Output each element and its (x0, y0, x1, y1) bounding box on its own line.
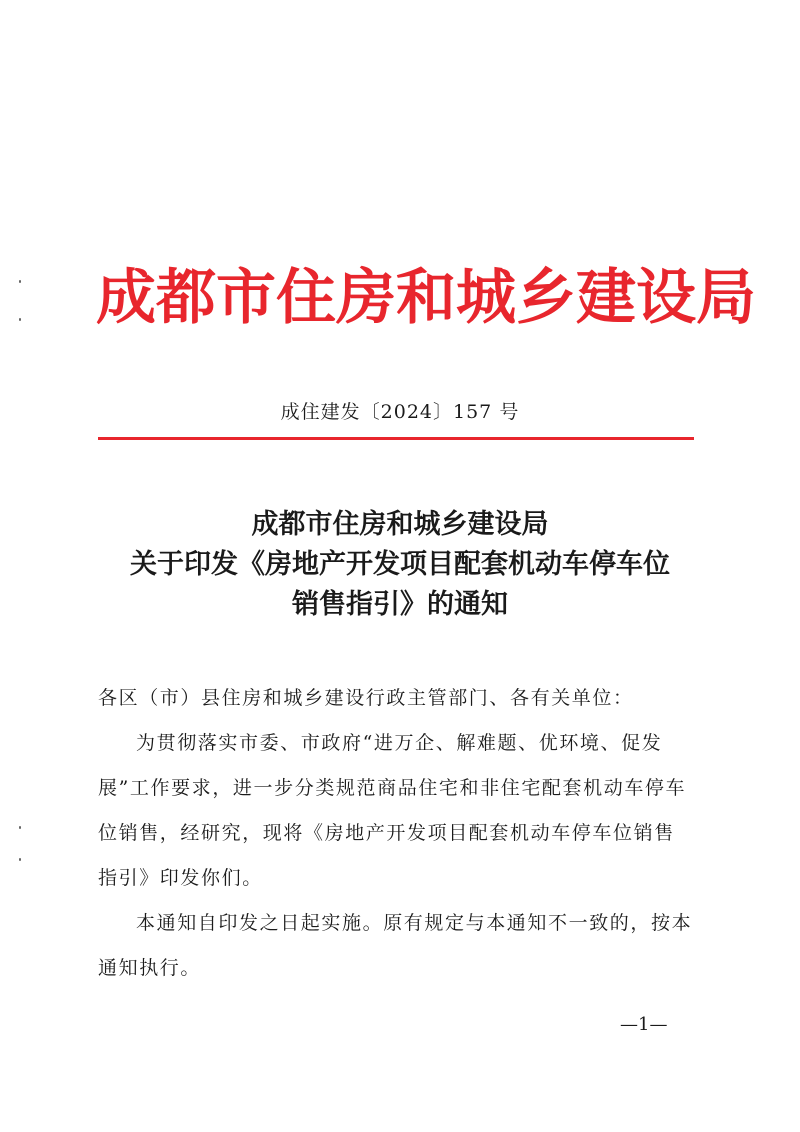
document-number: 成住建发〔2024〕157 号 (280, 401, 520, 423)
issuing-organization-header: 成都市住房和城乡建设局 (96, 263, 756, 333)
title-line-1: 成都市住房和城乡建设局 (251, 509, 549, 540)
scan-artifact (19, 318, 21, 321)
body-paragraph-1: 为贯彻落实市委、市政府“进万企、解难题、优环境、促发展”工作要求，进一步分类规范商品住宅和非住宅配套机动车停车位销售，经研究，现将《房地产开发项目配套机动车停车位销售指引》印发你们。 (98, 732, 687, 889)
document-body (98, 676, 694, 991)
title-line-2: 关于印发《房地产开发项目配套机动车停车位 (130, 549, 670, 580)
red-separator-line (98, 437, 694, 440)
scan-artifact (19, 858, 21, 861)
page-number: —1— (620, 1014, 668, 1035)
title-line-3: 销售指引》的通知 (292, 589, 508, 620)
scan-artifact (19, 826, 21, 829)
document-title (0, 505, 800, 625)
scan-artifact (19, 280, 21, 283)
body-paragraph-2: 本通知自印发之日起实施。原有规定与本通知不一致的，按本通知执行。 (98, 912, 693, 979)
salutation: 各区（市）县住房和城乡建设行政主管部门、各有关单位： (98, 687, 634, 709)
